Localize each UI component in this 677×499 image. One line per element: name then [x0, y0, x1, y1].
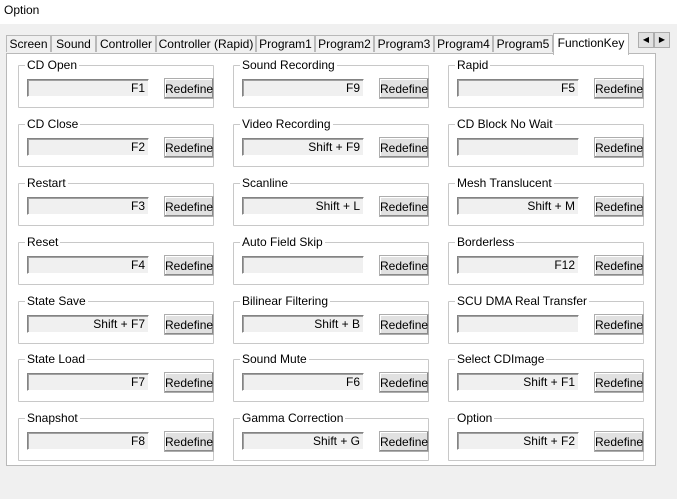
redefine-button-restart[interactable]: Redefine: [164, 196, 214, 217]
key-field-restart: F3: [27, 197, 149, 215]
redefine-button-option[interactable]: Redefine: [594, 431, 644, 452]
group-state-load: [18, 352, 214, 402]
key-field-scanline: Shift + L: [242, 197, 364, 215]
group-auto-field-skip: [233, 235, 429, 285]
redefine-button-auto-field-skip[interactable]: Redefine: [379, 255, 429, 276]
key-field-cd-close: F2: [27, 138, 149, 156]
group-title: SCU DMA Real Transfer: [457, 294, 588, 308]
group-title: Select CDImage: [457, 352, 545, 366]
redefine-button-sound-recording[interactable]: Redefine: [379, 78, 429, 99]
group-title: Restart: [27, 176, 66, 190]
group-title: State Load: [27, 352, 86, 366]
tab-program3[interactable]: Program3: [374, 35, 434, 52]
redefine-button-cd-open[interactable]: Redefine: [164, 78, 214, 99]
redefine-button-snapshot[interactable]: Redefine: [164, 431, 214, 452]
tab-sound[interactable]: Sound: [51, 35, 96, 52]
tab-program5[interactable]: Program5: [493, 35, 553, 52]
group-cd-block-no-wait: [448, 117, 644, 167]
tab-program4[interactable]: Program4: [434, 35, 493, 52]
key-field-sound-recording: F9: [242, 79, 364, 97]
group-title: Reset: [27, 235, 59, 249]
group-title: Option: [457, 411, 493, 425]
group-title: CD Close: [27, 117, 79, 131]
tab-screen[interactable]: Screen: [6, 35, 51, 52]
group-title: CD Open: [27, 58, 78, 72]
key-field-reset: F4: [27, 256, 149, 274]
key-field-state-load: F7: [27, 373, 149, 391]
functionkey-panel: [6, 53, 656, 466]
group-cd-open: [18, 58, 214, 108]
group-mesh-translucent: [448, 176, 644, 226]
redefine-button-bilinear-filtering[interactable]: Redefine: [379, 314, 429, 335]
tab-scroll-right-button[interactable]: [654, 32, 670, 48]
group-gamma-correction: [233, 411, 429, 461]
redefine-button-sound-mute[interactable]: Redefine: [379, 372, 429, 393]
key-field-scu-dma-real-transfer: [457, 315, 579, 333]
key-field-cd-block-no-wait: [457, 138, 579, 156]
title-bar: [0, 0, 677, 24]
group-title: Gamma Correction: [242, 411, 344, 425]
redefine-button-cd-block-no-wait[interactable]: Redefine: [594, 137, 644, 158]
group-title: Sound Recording: [242, 58, 335, 72]
group-state-save: [18, 294, 214, 344]
group-title: Auto Field Skip: [242, 235, 323, 249]
key-field-option: Shift + F2: [457, 432, 579, 450]
redefine-button-cd-close[interactable]: Redefine: [164, 137, 214, 158]
group-title: Snapshot: [27, 411, 78, 425]
group-option: [448, 411, 644, 461]
group-title: State Save: [27, 294, 86, 308]
tab-controller-rapid[interactable]: Controller (Rapid): [156, 35, 256, 52]
redefine-button-scanline[interactable]: Redefine: [379, 196, 429, 217]
key-field-bilinear-filtering: Shift + B: [242, 315, 364, 333]
group-sound-mute: [233, 352, 429, 402]
group-rapid: [448, 58, 644, 108]
group-borderless: [448, 235, 644, 285]
tab-program1[interactable]: Program1: [256, 35, 315, 52]
key-field-gamma-correction: Shift + G: [242, 432, 364, 450]
tab-functionkey[interactable]: FunctionKey: [553, 33, 629, 55]
group-cd-close: [18, 117, 214, 167]
key-field-snapshot: F8: [27, 432, 149, 450]
key-field-auto-field-skip: [242, 256, 364, 274]
redefine-button-select-cdimage[interactable]: Redefine: [594, 372, 644, 393]
group-title: Sound Mute: [242, 352, 307, 366]
group-title: Scanline: [242, 176, 289, 190]
window-title: Option: [4, 3, 40, 17]
group-title: Borderless: [457, 235, 515, 249]
redefine-button-scu-dma-real-transfer[interactable]: Redefine: [594, 314, 644, 335]
redefine-button-rapid[interactable]: Redefine: [594, 78, 644, 99]
redefine-button-mesh-translucent[interactable]: Redefine: [594, 196, 644, 217]
redefine-button-borderless[interactable]: Redefine: [594, 255, 644, 276]
group-title: CD Block No Wait: [457, 117, 553, 131]
group-scu-dma-real-transfer: [448, 294, 644, 344]
triangle-left-icon: ◀: [642, 35, 650, 44]
group-reset: [18, 235, 214, 285]
group-bilinear-filtering: [233, 294, 429, 344]
group-scanline: [233, 176, 429, 226]
key-field-rapid: F5: [457, 79, 579, 97]
group-video-recording: [233, 117, 429, 167]
key-field-sound-mute: F6: [242, 373, 364, 391]
group-restart: [18, 176, 214, 226]
redefine-button-gamma-correction[interactable]: Redefine: [379, 431, 429, 452]
tab-controller[interactable]: Controller: [96, 35, 156, 52]
group-select-cdimage: [448, 352, 644, 402]
key-field-mesh-translucent: Shift + M: [457, 197, 579, 215]
group-title: Bilinear Filtering: [242, 294, 329, 308]
tab-scroll-left-button[interactable]: [638, 32, 654, 48]
key-field-select-cdimage: Shift + F1: [457, 373, 579, 391]
redefine-button-video-recording[interactable]: Redefine: [379, 137, 429, 158]
triangle-right-icon: ▶: [658, 35, 666, 44]
group-title: Mesh Translucent: [457, 176, 552, 190]
redefine-button-state-save[interactable]: Redefine: [164, 314, 214, 335]
group-sound-recording: [233, 58, 429, 108]
group-title: Rapid: [457, 58, 489, 72]
key-field-video-recording: Shift + F9: [242, 138, 364, 156]
key-field-borderless: F12: [457, 256, 579, 274]
tab-program2[interactable]: Program2: [315, 35, 374, 52]
group-title: Video Recording: [242, 117, 331, 131]
tab-scroll-buttons: [638, 32, 672, 49]
redefine-button-state-load[interactable]: Redefine: [164, 372, 214, 393]
group-snapshot: [18, 411, 214, 461]
redefine-button-reset[interactable]: Redefine: [164, 255, 214, 276]
key-field-state-save: Shift + F7: [27, 315, 149, 333]
key-field-cd-open: F1: [27, 79, 149, 97]
